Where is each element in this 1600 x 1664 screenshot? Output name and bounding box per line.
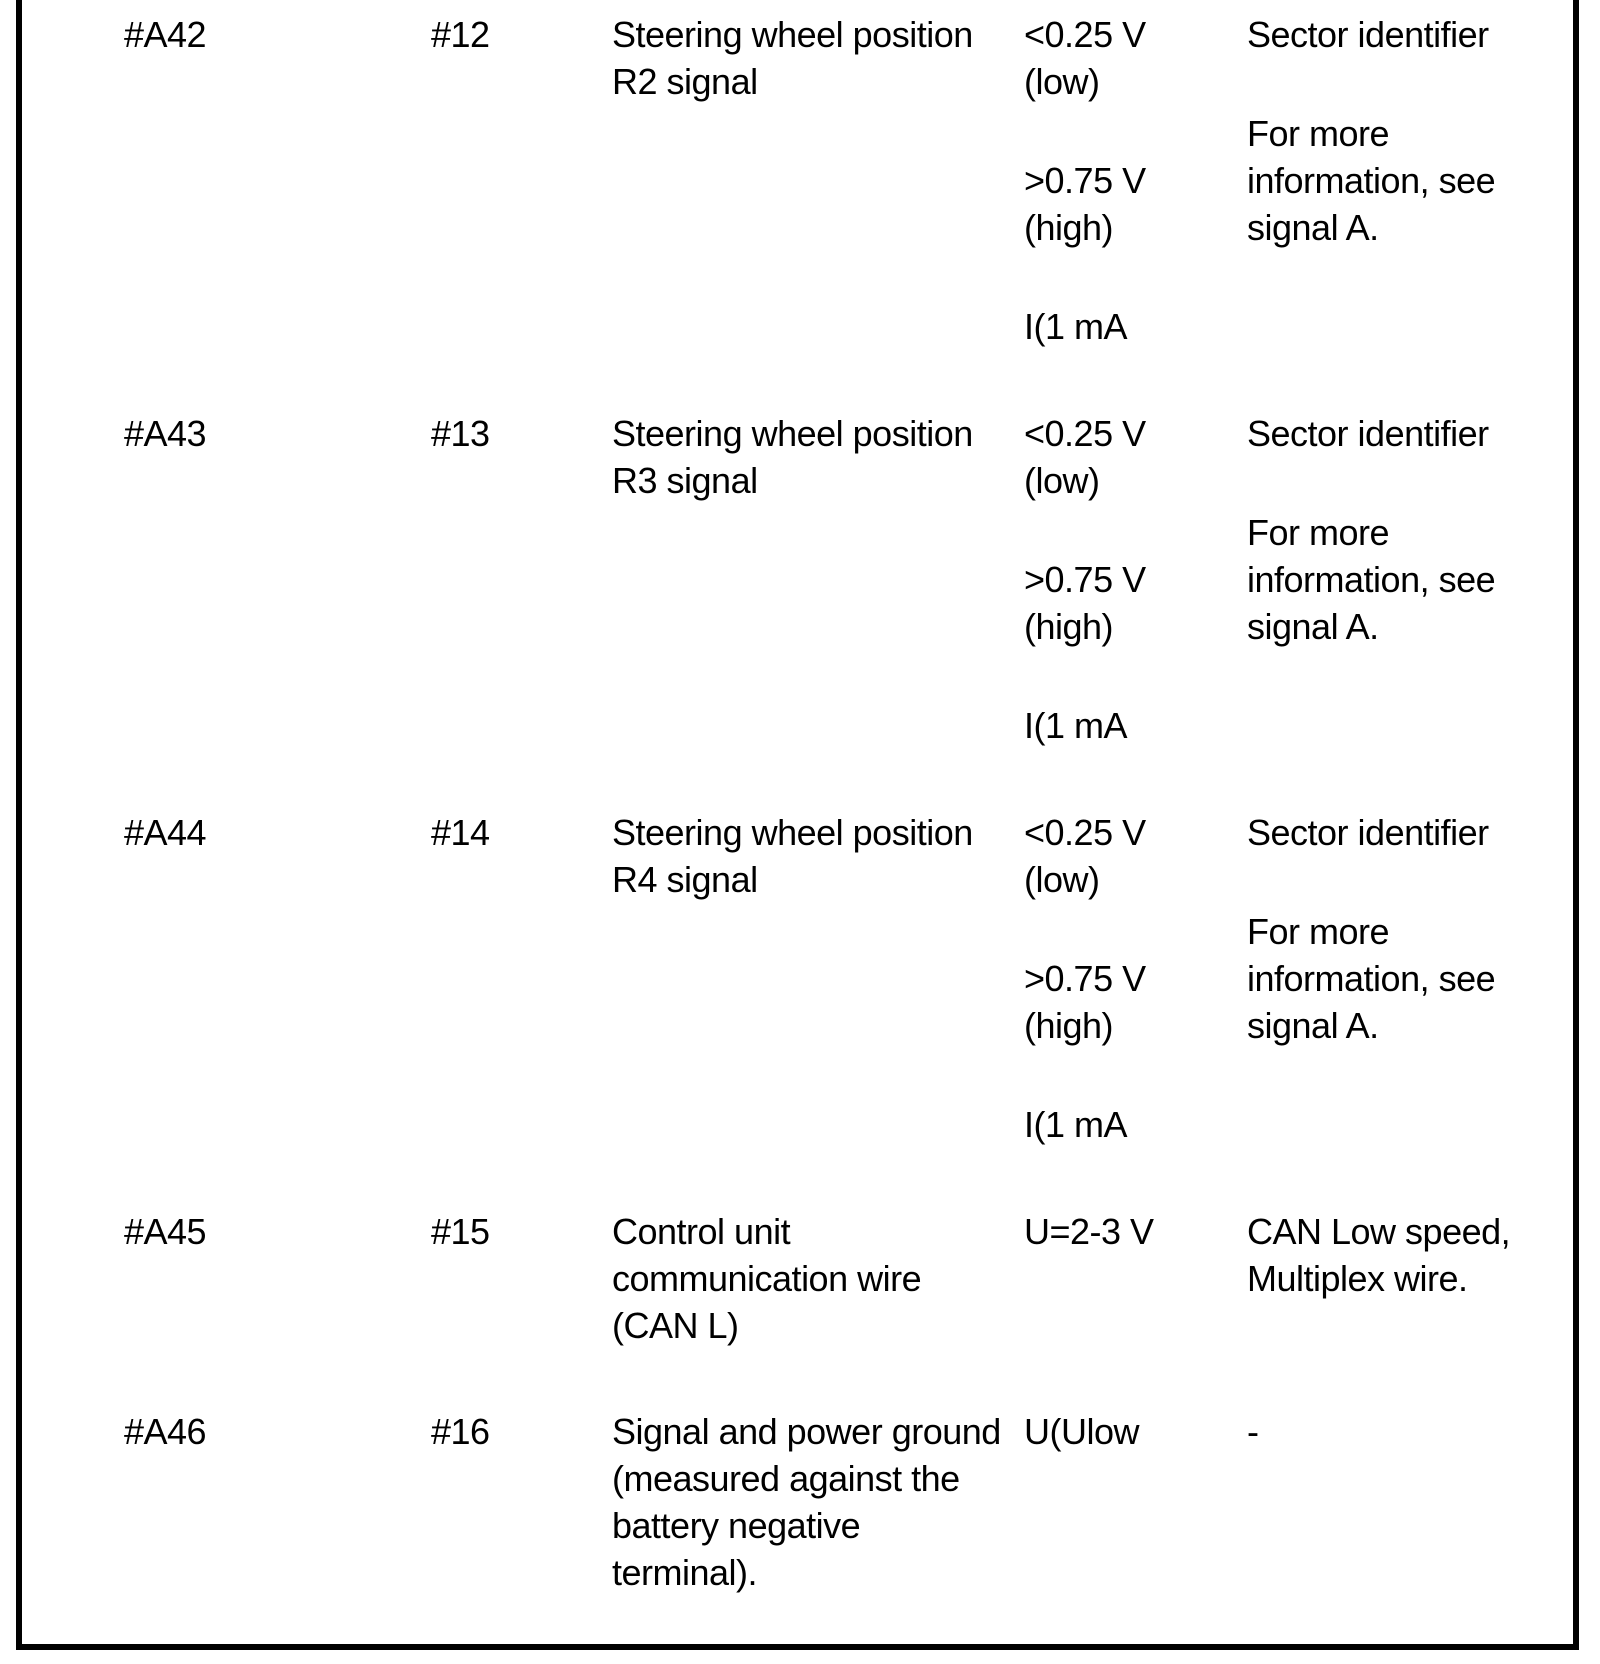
terminal-cell: #12 bbox=[431, 14, 490, 55]
description-cell bbox=[612, 410, 1012, 504]
note-line: Sector identifier bbox=[1247, 413, 1489, 454]
note-line: - bbox=[1247, 1411, 1259, 1452]
value-line: <0.25 V bbox=[1024, 812, 1146, 853]
description-line: Signal and power ground bbox=[612, 1411, 1001, 1452]
terminal-cell: #13 bbox=[431, 413, 490, 454]
description-line: R3 signal bbox=[612, 460, 758, 501]
value-line: (high) bbox=[1024, 207, 1114, 248]
description-line: communication wire bbox=[612, 1258, 922, 1299]
value-cell bbox=[1024, 809, 1234, 1148]
value-line: I(1 mA bbox=[1024, 1104, 1128, 1145]
note-line: signal A. bbox=[1247, 1005, 1379, 1046]
value-line: >0.75 V bbox=[1024, 958, 1146, 999]
description-line: (measured against the bbox=[612, 1458, 960, 1499]
note-line: CAN Low speed, bbox=[1247, 1211, 1511, 1252]
note-cell bbox=[1247, 11, 1587, 251]
value-line: I(1 mA bbox=[1024, 306, 1128, 347]
note-line: signal A. bbox=[1247, 207, 1379, 248]
value-line: (low) bbox=[1024, 61, 1100, 102]
value-line: <0.25 V bbox=[1024, 14, 1146, 55]
note-line: information, see bbox=[1247, 160, 1496, 201]
value-line: (low) bbox=[1024, 859, 1100, 900]
value-cell bbox=[1024, 1208, 1234, 1255]
description-line: (CAN L) bbox=[612, 1305, 739, 1346]
note-line: For more bbox=[1247, 113, 1390, 154]
note-line: signal A. bbox=[1247, 606, 1379, 647]
description-line: Steering wheel position bbox=[612, 812, 973, 853]
value-line: >0.75 V bbox=[1024, 559, 1146, 600]
pin-cell: #A45 bbox=[124, 1211, 207, 1252]
value-cell bbox=[1024, 11, 1234, 350]
terminal-cell: #16 bbox=[431, 1411, 490, 1452]
note-line: For more bbox=[1247, 911, 1390, 952]
value-cell bbox=[1024, 1408, 1234, 1455]
description-line: R4 signal bbox=[612, 859, 758, 900]
value-line: (high) bbox=[1024, 606, 1114, 647]
pin-cell: #A46 bbox=[124, 1411, 207, 1452]
value-line: (low) bbox=[1024, 460, 1100, 501]
pin-cell: #A42 bbox=[124, 14, 207, 55]
description-line: R2 signal bbox=[612, 61, 758, 102]
terminal-cell: #15 bbox=[431, 1211, 490, 1252]
description-cell bbox=[612, 11, 1012, 105]
note-line: information, see bbox=[1247, 559, 1496, 600]
note-line: For more bbox=[1247, 512, 1390, 553]
description-cell bbox=[612, 1408, 1012, 1596]
description-line: battery negative bbox=[612, 1505, 861, 1546]
value-cell bbox=[1024, 410, 1234, 749]
pin-cell: #A44 bbox=[124, 812, 207, 853]
note-line: Multiplex wire. bbox=[1247, 1258, 1468, 1299]
value-line: <0.25 V bbox=[1024, 413, 1146, 454]
note-cell bbox=[1247, 1208, 1587, 1302]
pin-cell: #A43 bbox=[124, 413, 207, 454]
value-line: (high) bbox=[1024, 1005, 1114, 1046]
value-line: I(1 mA bbox=[1024, 705, 1128, 746]
note-cell bbox=[1247, 1408, 1587, 1455]
note-line: Sector identifier bbox=[1247, 812, 1489, 853]
note-line: Sector identifier bbox=[1247, 14, 1489, 55]
description-line: Steering wheel position bbox=[612, 413, 973, 454]
note-cell bbox=[1247, 410, 1587, 650]
description-line: terminal). bbox=[612, 1552, 758, 1593]
value-line: U(Ulow bbox=[1024, 1411, 1140, 1452]
description-cell bbox=[612, 809, 1012, 903]
description-line: Steering wheel position bbox=[612, 14, 973, 55]
value-line: >0.75 V bbox=[1024, 160, 1146, 201]
value-line: U=2-3 V bbox=[1024, 1211, 1154, 1252]
description-cell bbox=[612, 1208, 1012, 1349]
terminal-cell: #14 bbox=[431, 812, 490, 853]
note-cell bbox=[1247, 809, 1587, 1049]
description-line: Control unit bbox=[612, 1211, 791, 1252]
note-line: information, see bbox=[1247, 958, 1496, 999]
